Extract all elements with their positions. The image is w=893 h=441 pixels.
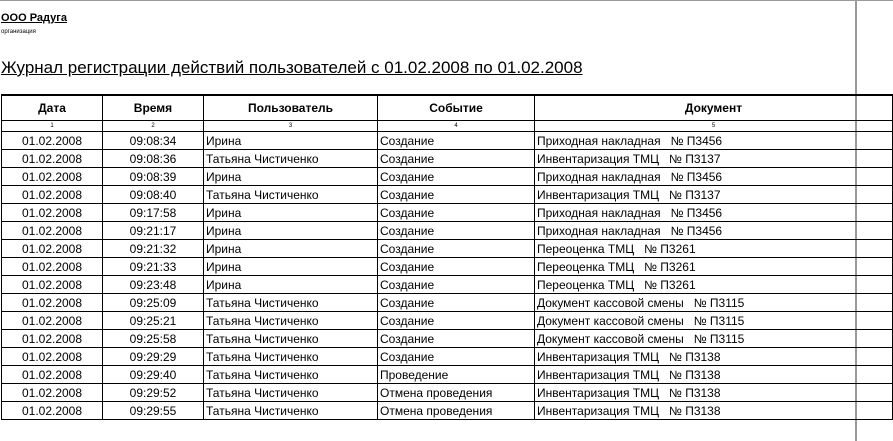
- cell-user: Ирина: [204, 168, 378, 186]
- cell-date: 01.02.2008: [2, 384, 103, 402]
- document-number: № П3137: [669, 187, 721, 202]
- document-type: Инвентаризация ТМЦ: [537, 385, 659, 400]
- cell-date: 01.02.2008: [2, 312, 103, 330]
- cell-user: Татьяна Чистиченко: [204, 330, 378, 348]
- column-number-row: [2, 121, 893, 132]
- document-type: Документ кассовой смены: [537, 331, 684, 346]
- document-type: Инвентаризация ТМЦ: [537, 349, 659, 364]
- document-number: № П3456: [670, 133, 723, 148]
- cell-user: Татьяна Чистиченко: [204, 348, 378, 366]
- cell-document: [535, 168, 893, 186]
- document-type: Инвентаризация ТМЦ: [537, 367, 659, 382]
- journal-table: [1, 94, 893, 420]
- cell-document: [535, 312, 893, 330]
- document-type: Переоценка ТМЦ: [537, 241, 635, 256]
- cell-document: [535, 150, 893, 168]
- document-type: Приходная накладная: [537, 133, 661, 148]
- document-type: Документ кассовой смены: [537, 295, 684, 310]
- column-header-user: Пользователь: [204, 95, 378, 121]
- cell-event: Создание: [378, 222, 535, 240]
- cell-event: Отмена проведения: [378, 402, 535, 420]
- cell-event: Создание: [378, 330, 535, 348]
- cell-date: 01.02.2008: [2, 294, 103, 312]
- cell-date: 01.02.2008: [2, 348, 103, 366]
- document-number: № П3456: [670, 223, 723, 238]
- cell-event: Создание: [378, 168, 535, 186]
- document-number: № П3115: [693, 331, 745, 346]
- document-type: Инвентаризация ТМЦ: [537, 187, 659, 202]
- cell-time: 09:21:32: [103, 240, 204, 258]
- organization-caption: организация: [1, 29, 36, 35]
- cell-document: [535, 402, 893, 420]
- document-type: Приходная накладная: [537, 169, 661, 184]
- cell-time: 09:21:33: [103, 258, 204, 276]
- cell-document: [535, 186, 893, 204]
- document-number: № П3138: [669, 385, 721, 400]
- document-type: Инвентаризация ТМЦ: [537, 151, 659, 166]
- cell-event: Создание: [378, 348, 535, 366]
- cell-time: 09:25:58: [103, 330, 204, 348]
- cell-event: Создание: [378, 294, 535, 312]
- cell-time: 09:23:48: [103, 276, 204, 294]
- table-row: [2, 258, 893, 276]
- document-number: № П3138: [669, 367, 721, 382]
- document-type: Инвентаризация ТМЦ: [537, 403, 659, 418]
- table-row: [2, 168, 893, 186]
- cell-user: Ирина: [204, 258, 378, 276]
- table-row: [2, 384, 893, 402]
- column-number: 2: [103, 121, 204, 132]
- cell-user: Татьяна Чистиченко: [204, 186, 378, 204]
- cell-date: 01.02.2008: [2, 186, 103, 204]
- cell-event: Создание: [378, 186, 535, 204]
- cell-event: Создание: [378, 258, 535, 276]
- cell-user: Ирина: [204, 240, 378, 258]
- cell-date: 01.02.2008: [2, 276, 103, 294]
- cell-time: 09:25:21: [103, 312, 204, 330]
- column-number: 4: [378, 121, 535, 132]
- cell-user: Ирина: [204, 204, 378, 222]
- cell-time: 09:08:34: [103, 132, 204, 150]
- document-number: № П3456: [670, 205, 723, 220]
- journal-body: [2, 132, 893, 420]
- page-top-border: [0, 0, 893, 1]
- cell-document: [535, 384, 893, 402]
- column-number: 5: [535, 121, 893, 132]
- table-row: [2, 222, 893, 240]
- document-type: Переоценка ТМЦ: [537, 259, 635, 274]
- table-row: [2, 132, 893, 150]
- cell-document: [535, 132, 893, 150]
- cell-date: 01.02.2008: [2, 240, 103, 258]
- table-row: [2, 276, 893, 294]
- cell-date: 01.02.2008: [2, 132, 103, 150]
- document-type: Документ кассовой смены: [537, 313, 684, 328]
- table-row: [2, 348, 893, 366]
- cell-user: Ирина: [204, 276, 378, 294]
- cell-date: 01.02.2008: [2, 150, 103, 168]
- column-number: 3: [204, 121, 378, 132]
- cell-user: Татьяна Чистиченко: [204, 150, 378, 168]
- cell-date: 01.02.2008: [2, 222, 103, 240]
- cell-time: 09:29:40: [103, 366, 204, 384]
- document-number: № П3115: [693, 313, 745, 328]
- cell-event: Создание: [378, 150, 535, 168]
- cell-document: [535, 240, 893, 258]
- cell-time: 09:08:39: [103, 168, 204, 186]
- document-number: № П3138: [669, 349, 721, 364]
- table-header-row: [2, 95, 893, 121]
- table-row: [2, 294, 893, 312]
- cell-time: 09:08:36: [103, 150, 204, 168]
- cell-document: [535, 348, 893, 366]
- document-number: № П3137: [669, 151, 721, 166]
- table-row: [2, 402, 893, 420]
- cell-date: 01.02.2008: [2, 168, 103, 186]
- cell-user: Ирина: [204, 132, 378, 150]
- column-header-document: Документ: [535, 95, 893, 121]
- document-number: № П3261: [644, 259, 696, 274]
- cell-time: 09:29:52: [103, 384, 204, 402]
- cell-document: [535, 204, 893, 222]
- cell-document: [535, 276, 893, 294]
- document-number: № П3261: [644, 241, 696, 256]
- cell-time: 09:21:17: [103, 222, 204, 240]
- table-row: [2, 240, 893, 258]
- cell-event: Проведение: [378, 366, 535, 384]
- cell-event: Создание: [378, 276, 535, 294]
- document-type: Приходная накладная: [537, 223, 661, 238]
- document-number: № П3261: [644, 277, 696, 292]
- cell-user: Татьяна Чистиченко: [204, 312, 378, 330]
- organization-name: ООО Радуга: [1, 12, 67, 24]
- cell-document: [535, 294, 893, 312]
- document-number: № П3115: [693, 295, 745, 310]
- table-row: [2, 366, 893, 384]
- document-type: Переоценка ТМЦ: [537, 277, 635, 292]
- cell-time: 09:29:29: [103, 348, 204, 366]
- document-number: № П3456: [670, 169, 723, 184]
- cell-document: [535, 330, 893, 348]
- cell-event: Создание: [378, 132, 535, 150]
- cell-event: Отмена проведения: [378, 384, 535, 402]
- cell-time: 09:25:09: [103, 294, 204, 312]
- cell-date: 01.02.2008: [2, 204, 103, 222]
- cell-document: [535, 366, 893, 384]
- cell-document: [535, 222, 893, 240]
- table-row: [2, 330, 893, 348]
- table-row: [2, 204, 893, 222]
- column-header-event: Событие: [378, 95, 535, 121]
- table-row: [2, 186, 893, 204]
- cell-time: 09:17:58: [103, 204, 204, 222]
- cell-date: 01.02.2008: [2, 330, 103, 348]
- cell-user: Татьяна Чистиченко: [204, 384, 378, 402]
- document-number: № П3138: [669, 403, 721, 418]
- cell-user: Татьяна Чистиченко: [204, 402, 378, 420]
- table-row: [2, 312, 893, 330]
- cell-user: Татьяна Чистиченко: [204, 366, 378, 384]
- column-header-date: Дата: [2, 95, 103, 121]
- document-type: Приходная накладная: [537, 205, 661, 220]
- cell-document: [535, 258, 893, 276]
- column-header-time: Время: [103, 95, 204, 121]
- report-title: Журнал регистрации действий пользователей с 01.02.2008 по 01.02.2008: [1, 58, 583, 77]
- cell-user: Татьяна Чистиченко: [204, 294, 378, 312]
- table-row: [2, 150, 893, 168]
- cell-date: 01.02.2008: [2, 366, 103, 384]
- cell-time: 09:08:40: [103, 186, 204, 204]
- cell-date: 01.02.2008: [2, 402, 103, 420]
- cell-event: Создание: [378, 312, 535, 330]
- cell-date: 01.02.2008: [2, 258, 103, 276]
- column-number: 1: [2, 121, 103, 132]
- cell-event: Создание: [378, 204, 535, 222]
- cell-time: 09:29:55: [103, 402, 204, 420]
- cell-event: Создание: [378, 240, 535, 258]
- cell-user: Ирина: [204, 222, 378, 240]
